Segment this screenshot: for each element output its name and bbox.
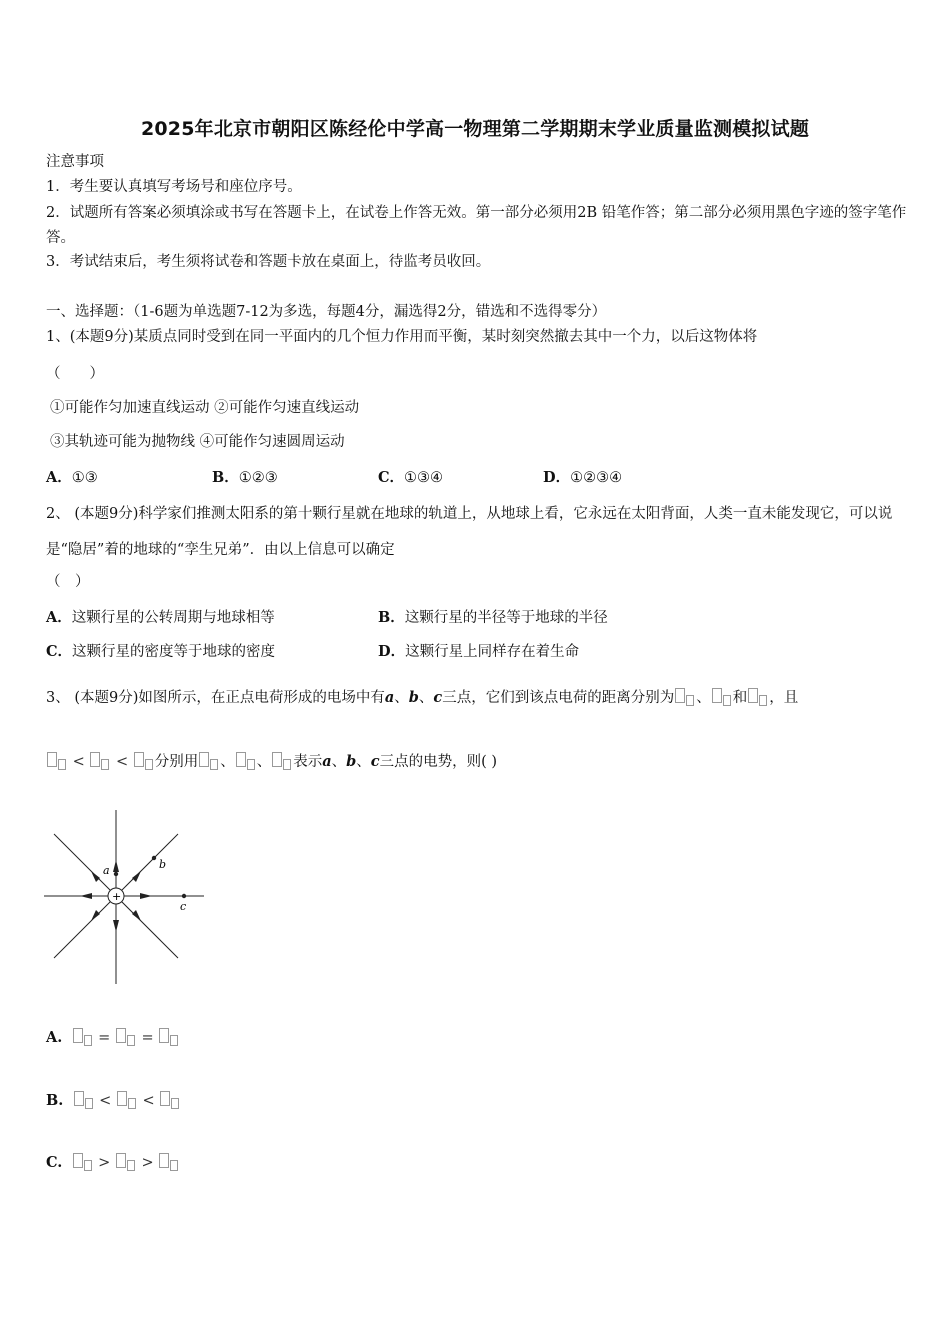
point-c-label: c	[180, 900, 187, 913]
point-c-dot	[182, 894, 186, 898]
q3-answer-blank[interactable]: ( )	[481, 754, 498, 770]
q2-option-a[interactable]: A．这颗行星的公转周期与地球相等	[46, 609, 275, 626]
q3-option-c[interactable]: C. > >	[46, 1153, 180, 1173]
point-b-label: b	[159, 858, 167, 871]
notice-item-3: 3．考试结束后，考生须将试卷和答题卡放在桌面上，待监考员收回。	[46, 254, 491, 270]
q2-paren: （ ）	[46, 574, 90, 590]
q2-option-b[interactable]: B．这颗行星的半径等于地球的半径	[378, 609, 608, 626]
q1-option-d[interactable]: D．①②③④	[543, 469, 623, 486]
q2-stem: 2、 (本题9分)科学家们推测太阳系的第十颗行星就在地球的轨道上，从地球上看，它永远在太阳背面，人类一直未能发现它，可以说是“隐居”着的地球的“孪生兄弟”．由以上信息可以确定	[46, 506, 893, 558]
q1-statement-1: ①可能作匀加速直线运动 ②可能作匀速直线运动	[50, 400, 360, 416]
notice-item-2: 2．试题所有答案必须填涂或书写在答题卡上，在试卷上作答无效。第一部分必须用2B 铅笔作答；第二部分必须用黑色字迹的签字笔作答。	[46, 205, 907, 246]
point-a-dot	[114, 872, 118, 876]
q2-option-d[interactable]: D．这颗行星上同样存在着生命	[378, 643, 580, 660]
notice-item-1: 1．考生要认真填写考场号和座位序号。	[46, 179, 302, 195]
electric-field-figure	[44, 808, 208, 986]
q1-option-b[interactable]: B．①②③	[212, 469, 278, 486]
point-a-label: a	[103, 864, 110, 877]
q2-option-c[interactable]: C．这颗行星的密度等于地球的密度	[46, 643, 276, 660]
q3-option-b[interactable]: B. < <	[46, 1091, 181, 1111]
section-heading: 一、选择题：（1-6题为单选题7-12为多选，每题4分，漏选得2分，错选和不选得零分）	[46, 304, 607, 320]
q3-stem-line-2: < < 分别用 、 、 表示a、b、c三点的电势，则( )	[46, 752, 497, 772]
point-b-dot	[152, 856, 156, 860]
q1-paren: （ ）	[46, 366, 104, 382]
q3-stem-line-1: 3、 (本题9分)如图所示，在正点电荷形成的电场中有a、b、c三点，它们到该点电荷的距离分别为 、 和 ，且	[46, 689, 799, 706]
q1-stem: 1、(本题9分)某质点同时受到在同一平面内的几个恒力作用而平衡，某时刻突然撤去其中一个力，以后这物体将	[46, 329, 758, 345]
q1-statement-2: ③其轨迹可能为抛物线 ④可能作匀速圆周运动	[50, 434, 345, 450]
q3-option-a[interactable]: A. = =	[46, 1028, 180, 1048]
positive-charge-label: +	[112, 890, 122, 903]
page-title: 2025年北京市朝阳区陈经伦中学高一物理第二学期期末学业质量监测模拟试题	[140, 118, 810, 140]
q1-option-c[interactable]: C．①③④	[378, 469, 444, 486]
notice-heading: 注意事项	[46, 154, 104, 170]
q1-option-a[interactable]: A．①③	[46, 469, 98, 486]
